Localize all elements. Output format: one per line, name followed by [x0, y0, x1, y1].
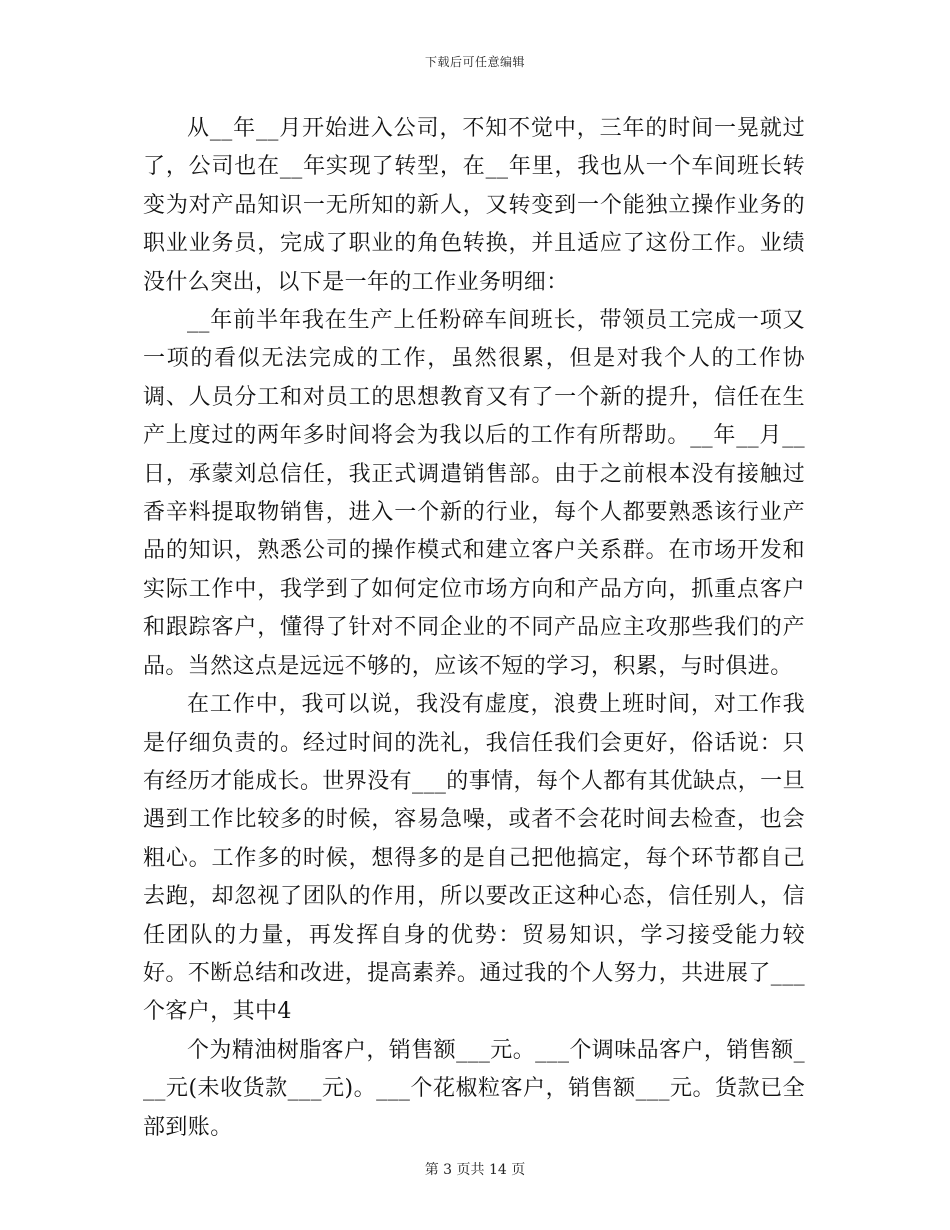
page-header: 下载后可任意编辑 [424, 55, 525, 69]
paragraph-4: 个为精油树脂客户，销售额___元。___个调味品客户，销售额___元(未收货款___元)。___个花椒粒客户，销售额___元。货款已全部到账。 [143, 1037, 805, 1140]
paragraph-2: __年前半年我在生产上任粉碎车间班长，带领员工完成一项又一项的看似无法完成的工作，虽然很累，但是对我个人的工作协调、人员分工和对员工的思想教育又有了一个新的提升，信任在生产上度过的两年多时间将会为我以后的工作有所帮助。__年__月__日，承蒙刘总信任，我正式调遣销售部。由于之前根本没有接触过香辛料提取物销售，进入一个新的行业，每个人都要熟悉该行业产品的知识，熟悉公司的操作模式和建立客户关系群。在市场开发和实际工作中，我学到了如何定位市场方向和产品方向，抓重点客户和跟踪客户，懂得了针对不同企业的不同产品应主攻那些我们的产品。当然这点是远远不够的，应该不短的学习，积累，与时俱进。 [143, 308, 805, 679]
page-number: 第 3 页共 14 页 [424, 1162, 526, 1178]
paragraph-3: 在工作中，我可以说，我没有虚度，浪费上班时间，对工作我是仔细负责的。经过时间的洗礼，我信任我们会更好，俗话说：只有经历才能成长。世界没有___的事情，每个人都有其优缺点，一旦遇到工作比较多的时候，容易急噪，或者不会花时间去检查，也会粗心。工作多的时候，想得多的是自己把他搞定，每个环节都自己去跑，却忽视了团队的作用，所以要改正这种心态，信任别人，信任团队的力量，再发挥自身的优势：贸易知识，学习接受能力较好。不断总结和改进，提高素养。通过我的个人努力，共进展了___个客户，其中4 [143, 692, 805, 1025]
paragraph-1: 从__年__月开始进入公司，不知不觉中，三年的时间一晃就过了，公司也在__年实现了转型，在__年里，我也从一个车间班长转变为对产品知识一无所知的新人，又转变到一个能独立操作业务的职业业务员，完成了职业的角色转换，并且适应了这份工作。业绩没什么突出，以下是一年的工作业务明细： [143, 116, 805, 295]
document-body [143, 110, 805, 1147]
